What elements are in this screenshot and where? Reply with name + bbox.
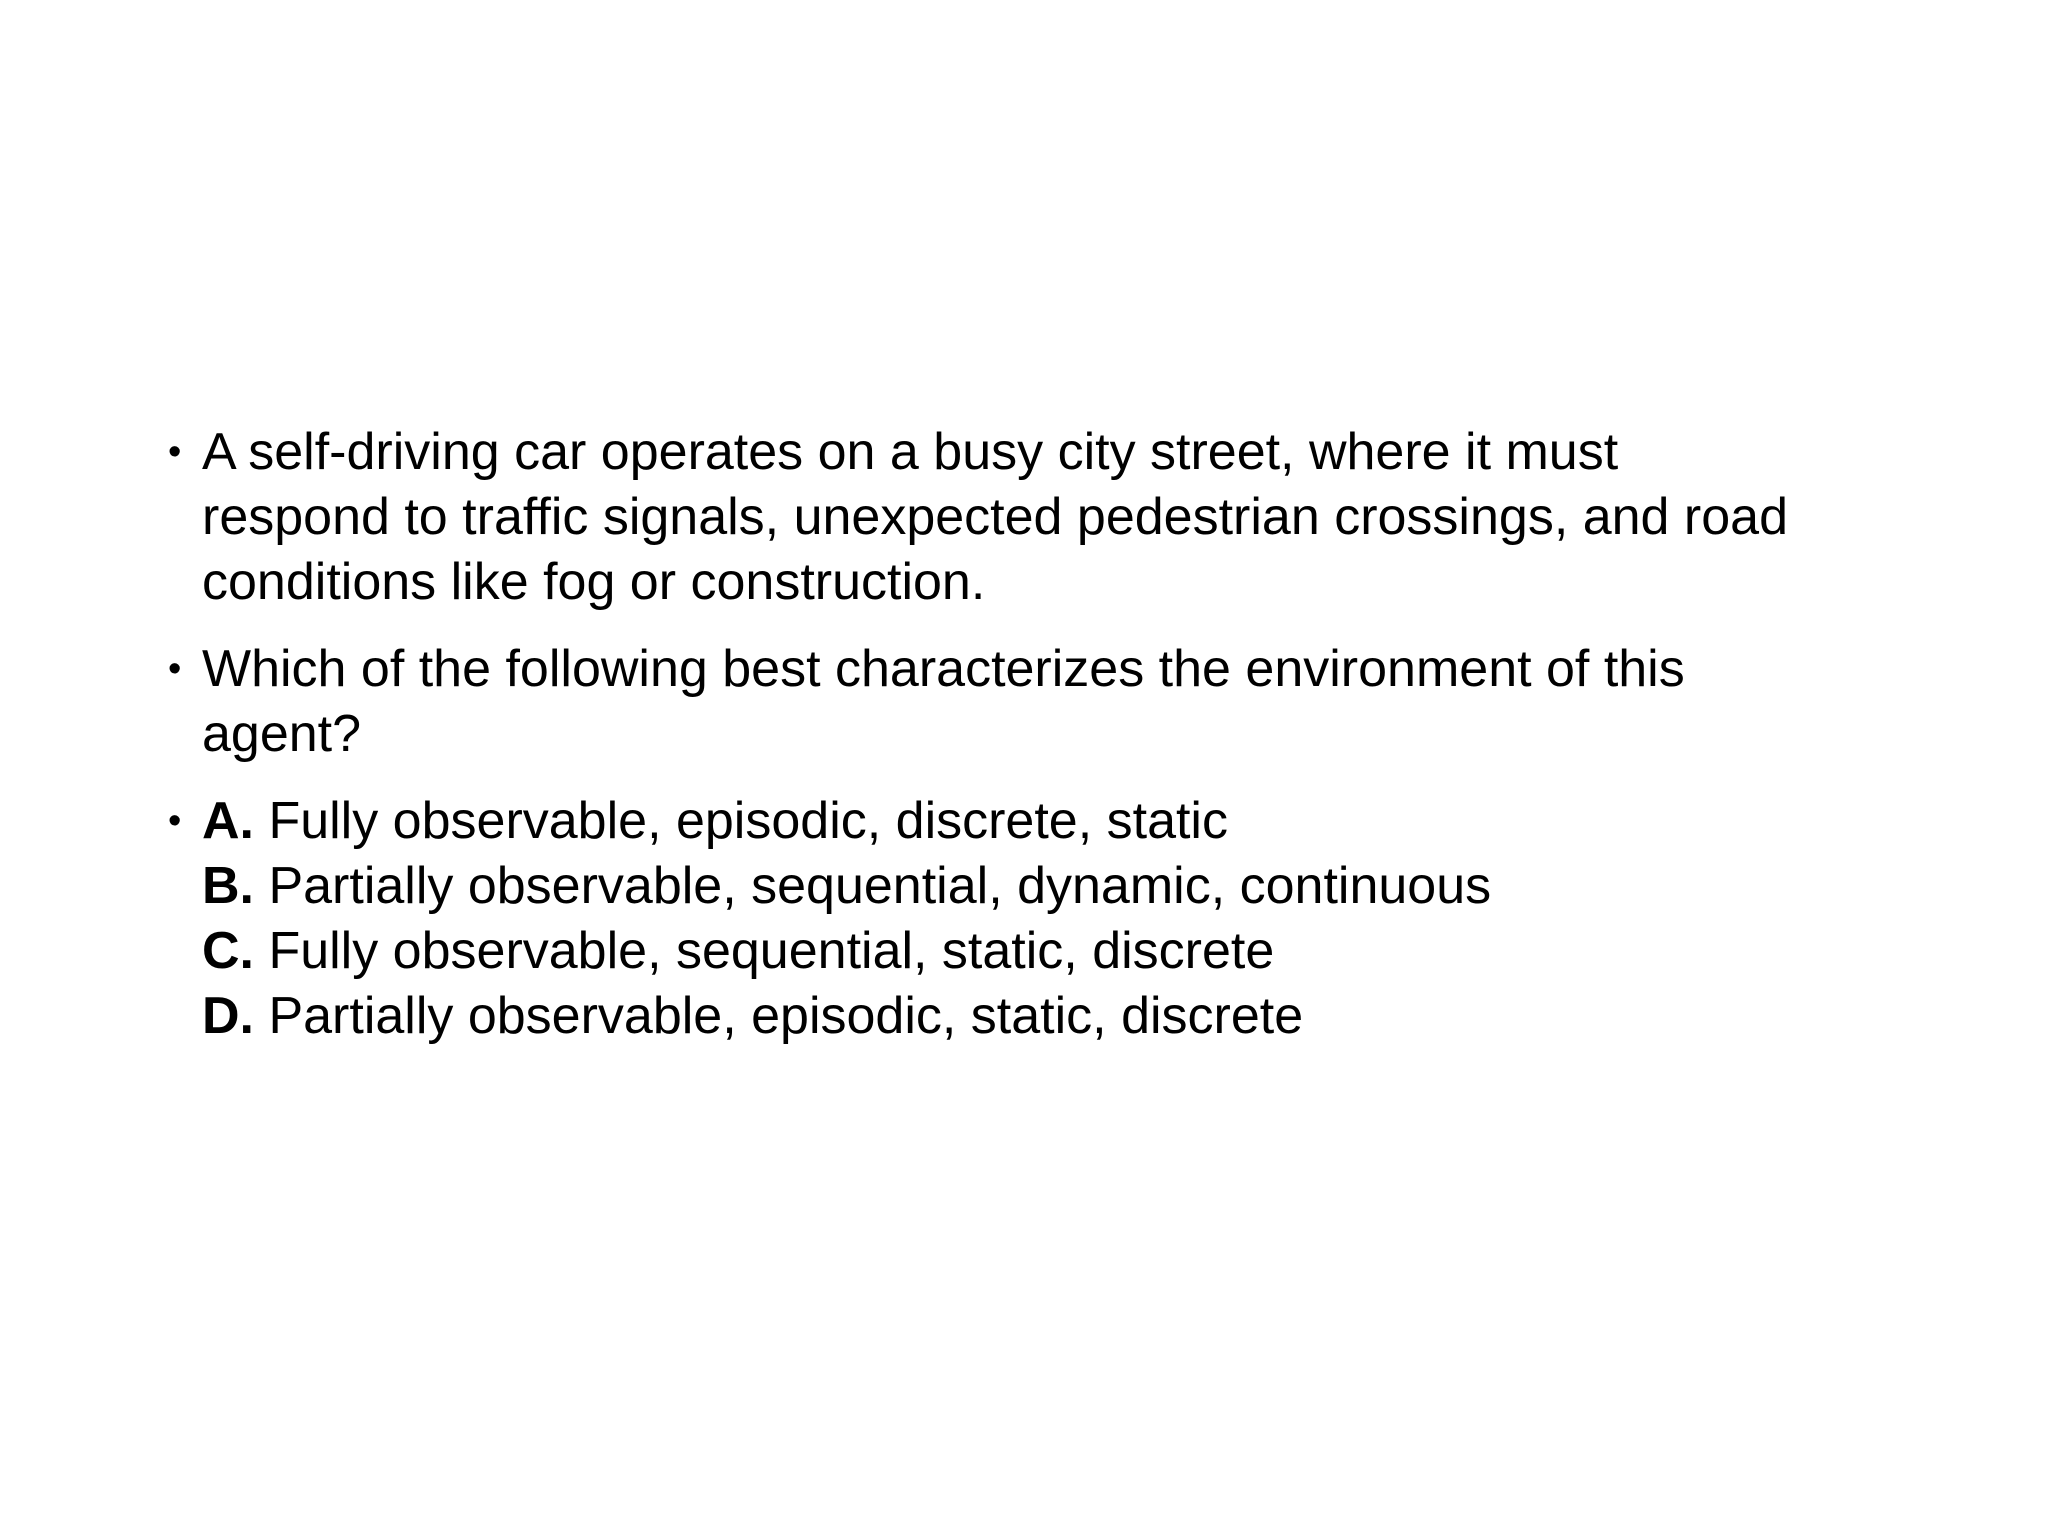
bullet-scenario — [160, 420, 1900, 615]
option-a-letter: A. — [202, 792, 254, 850]
bullet-dot: • — [168, 800, 182, 842]
option-c — [202, 919, 1900, 984]
option-b — [202, 854, 1900, 919]
option-a — [202, 789, 1900, 854]
option-d-text: Partially observable, episodic, static, discrete — [254, 987, 1304, 1045]
scenario-line-3: conditions like fog or construction. — [202, 553, 986, 611]
bullet-dot: • — [168, 648, 182, 690]
bullet-options — [160, 789, 1900, 1049]
option-d — [202, 984, 1900, 1049]
scenario-line-1: A self-driving car operates on a busy city street, where it must — [202, 423, 1619, 481]
option-d-letter: D. — [202, 987, 254, 1045]
option-c-text: Fully observable, sequential, static, discrete — [254, 922, 1275, 980]
bullet-dot: • — [168, 431, 182, 473]
bullet-list — [160, 420, 1900, 1071]
question-line-1: Which of the following best characterizes the environment of this — [202, 640, 1685, 698]
option-a-text: Fully observable, episodic, discrete, static — [254, 792, 1228, 850]
bullet-question — [160, 637, 1900, 767]
option-c-letter: C. — [202, 922, 254, 980]
option-b-letter: B. — [202, 857, 254, 915]
option-b-text: Partially observable, sequential, dynamic, continuous — [254, 857, 1492, 915]
question-line-2: agent? — [202, 705, 362, 763]
scenario-line-2: respond to traffic signals, unexpected pedestrian crossings, and road — [202, 488, 1788, 546]
